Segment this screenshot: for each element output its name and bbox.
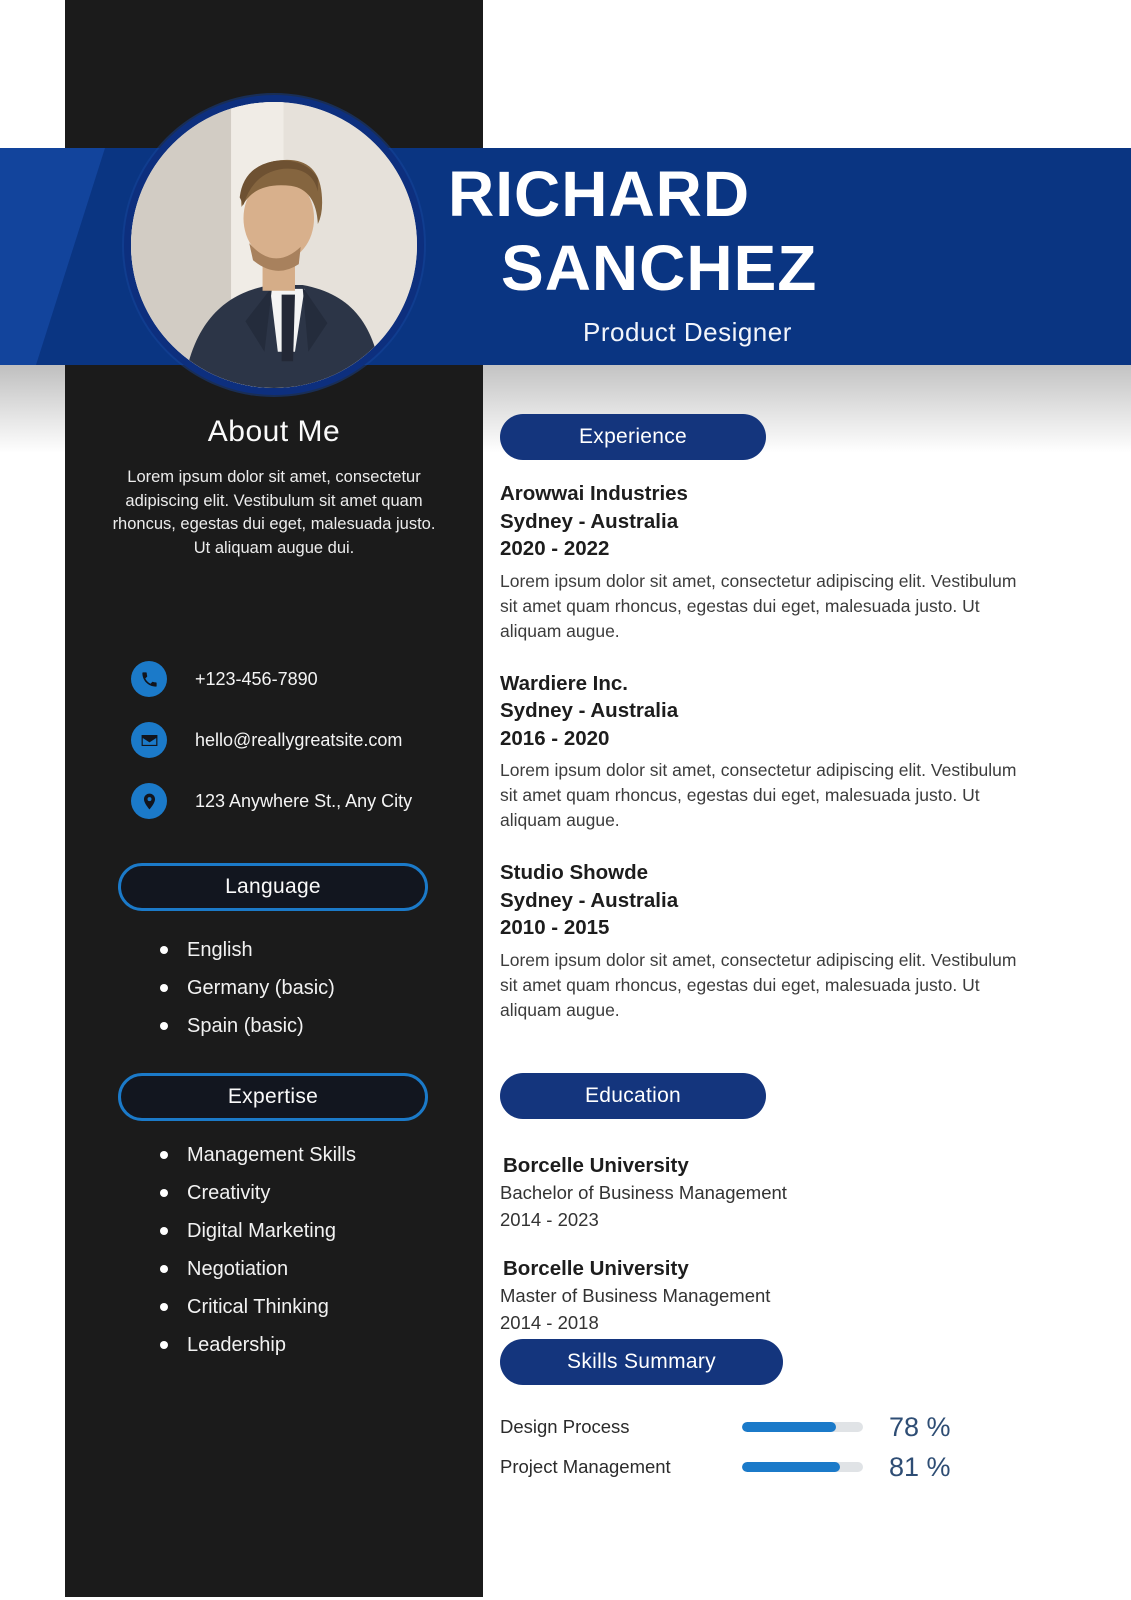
company-location: Sydney - Australia <box>500 699 679 722</box>
last-name: SANCHEZ <box>501 232 818 304</box>
expertise-section-pill <box>118 1073 428 1121</box>
company-name: Arowwai Industries <box>500 482 688 505</box>
contact-address-row <box>131 780 412 822</box>
skill-progress-fill <box>742 1422 836 1432</box>
education-heading: Education <box>584 1084 682 1107</box>
experience-entry <box>500 859 1030 1023</box>
language-list <box>160 931 335 1045</box>
language-section-pill <box>118 863 428 911</box>
experience-heading: Experience <box>578 425 688 448</box>
education-entry <box>500 1255 1030 1336</box>
list-item: Spain (basic) <box>160 1007 335 1045</box>
list-item: Germany (basic) <box>160 969 335 1007</box>
education-period: 2014 - 2018 <box>500 1312 599 1333</box>
company-name: Wardiere Inc. <box>500 671 628 695</box>
school-name: Borcelle University <box>503 1257 689 1280</box>
school-name: Borcelle University <box>503 1154 689 1177</box>
employment-period: 2020 - 2022 <box>500 537 610 560</box>
about-text: Lorem ipsum dolor sit amet, consectetur adipiscing elit. Vestibulum sit amet quam rhoncus, egestas dui eget, malesuada justo. Ut aliquam augue dui. <box>112 468 436 558</box>
degree: Master of Business Management <box>500 1285 771 1306</box>
phone-number: +123-456-7890 <box>195 668 318 689</box>
job-description: Lorem ipsum dolor sit amet, consectetur adipiscing elit. Vestibulum sit amet quam rhoncus, egestas dui eget, malesuada justo. Ut aliquam augue. <box>500 760 1017 830</box>
skill-name: Project Management <box>500 1456 671 1477</box>
about-heading: About Me <box>207 415 341 448</box>
skill-progress-bar <box>742 1422 863 1432</box>
degree: Bachelor of Business Management <box>500 1182 787 1203</box>
skills-section-pill <box>500 1339 783 1385</box>
skill-percentage: 81 % <box>889 1451 951 1482</box>
list-item: Management Skills <box>160 1136 356 1174</box>
skill-name: Design Process <box>500 1416 630 1437</box>
company-location: Sydney - Australia <box>500 509 679 533</box>
language-heading: Language <box>225 875 321 898</box>
email-icon <box>131 722 167 758</box>
skill-row <box>500 1447 1030 1487</box>
skill-progress-fill <box>742 1462 840 1472</box>
skill-percentage: 78 % <box>889 1411 951 1442</box>
name-block <box>448 157 817 348</box>
list-item: Creativity <box>160 1174 356 1212</box>
job-description: Lorem ipsum dolor sit amet, consectetur adipiscing elit. Vestibulum sit amet quam rhoncus, egestas dui eget, malesuada justo. Ut aliquam augue. <box>500 949 1017 1020</box>
first-name: RICHARD <box>448 158 751 230</box>
phone-icon <box>131 661 167 697</box>
education-section-pill <box>500 1073 766 1119</box>
profile-photo-illustration <box>131 102 417 388</box>
job-title: Product Designer <box>583 317 792 347</box>
location-icon <box>131 783 167 819</box>
skills-heading: Skills Summary <box>567 1350 716 1373</box>
education-section <box>500 1073 1030 1336</box>
profile-photo <box>124 95 424 395</box>
contact-list <box>131 658 412 822</box>
contact-phone-row <box>131 658 412 700</box>
experience-entry <box>500 670 1030 834</box>
education-entry <box>500 1152 1030 1233</box>
list-item: Negotiation <box>160 1250 356 1288</box>
job-description: Lorem ipsum dolor sit amet, consectetur adipiscing elit. Vestibulum sit amet quam rhoncus, egestas dui eget, malesuada justo. Ut aliquam augue. <box>500 570 1017 641</box>
experience-section-pill <box>500 414 766 460</box>
list-item: Digital Marketing <box>160 1212 356 1250</box>
employment-period: 2010 - 2015 <box>500 916 610 939</box>
education-period: 2014 - 2023 <box>500 1209 599 1230</box>
employment-period: 2016 - 2020 <box>500 726 610 750</box>
list-item: Leadership <box>160 1326 356 1364</box>
skills-section <box>500 1339 1030 1487</box>
expertise-list <box>160 1136 356 1364</box>
expertise-heading: Expertise <box>227 1085 319 1108</box>
list-item: English <box>160 931 335 969</box>
experience-entry <box>500 480 1030 644</box>
street-address: 123 Anywhere St., Any City <box>195 790 413 811</box>
email-address: hello@reallygreatsite.com <box>195 729 403 750</box>
experience-section <box>500 414 1030 1023</box>
company-name: Studio Showde <box>500 861 649 884</box>
band-shadow-left <box>0 365 65 453</box>
contact-email-row <box>131 719 412 761</box>
company-location: Sydney - Australia <box>500 888 679 912</box>
skill-progress-bar <box>742 1462 863 1472</box>
list-item: Critical Thinking <box>160 1288 356 1326</box>
skill-row <box>500 1407 1030 1447</box>
